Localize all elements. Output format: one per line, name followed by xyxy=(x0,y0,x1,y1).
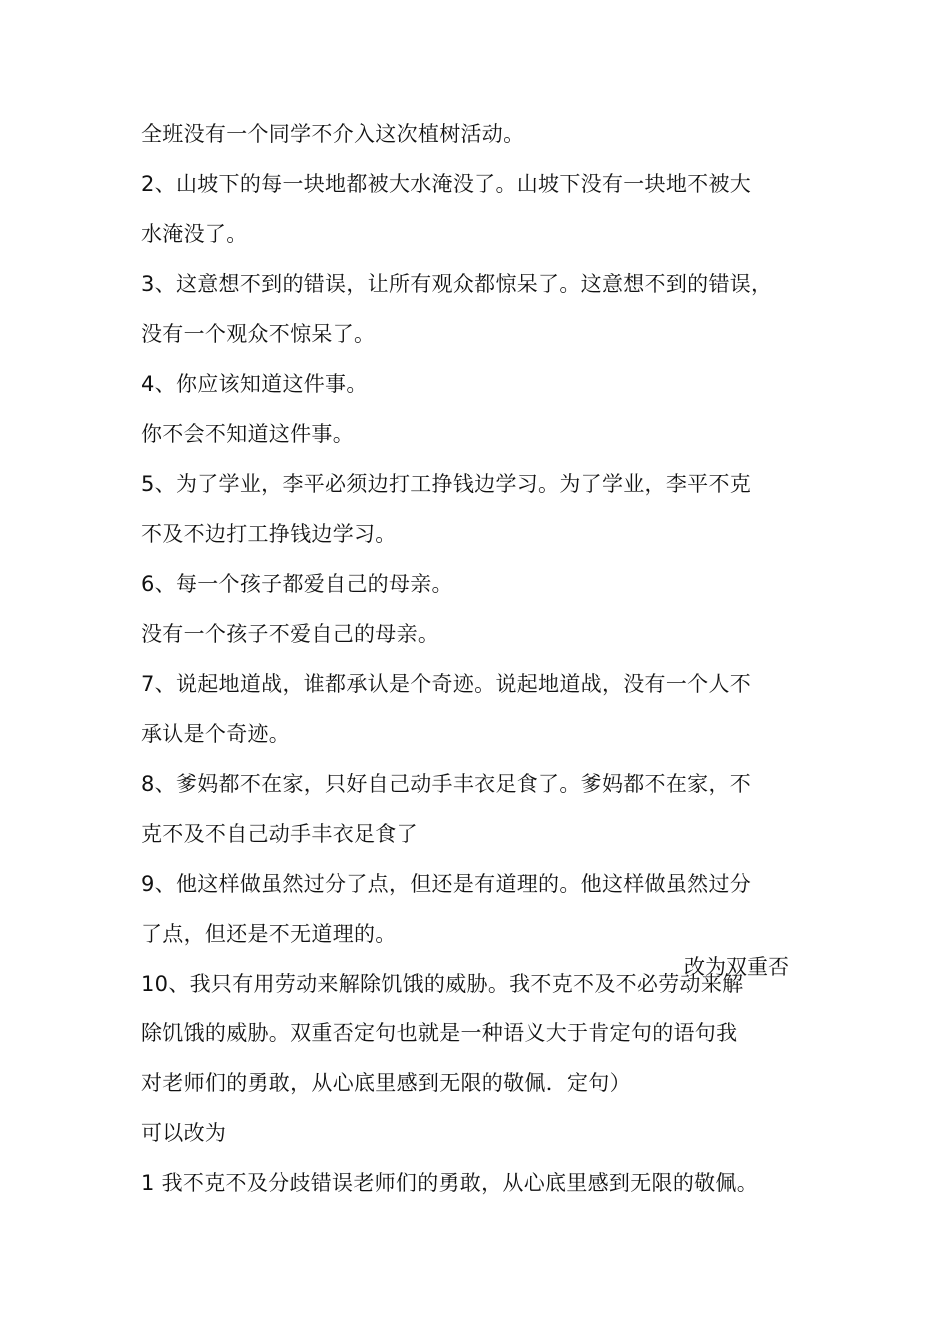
text-line: 3、这意想不到的错误，让所有观众都惊呆了。这意想不到的错误， xyxy=(141,272,773,296)
text-line: 对老师们的勇敢，从心底里感到无限的敬佩．定句） xyxy=(141,1071,631,1095)
text-line: 没有一个观众不惊呆了。 xyxy=(141,322,376,346)
text-line: 全班没有一个同学不介入这次植树活动。 xyxy=(141,122,525,146)
text-line: 没有一个孩子不爱自己的母亲。 xyxy=(141,622,440,646)
text-line: 水淹没了。 xyxy=(141,222,248,246)
text-line: 7、说起地道战，谁都承认是个奇迹。说起地道战，没有一个人不 xyxy=(141,672,752,696)
text-line: 除饥饿的威胁。双重否定句也就是一种语义大于肯定句的语句我 xyxy=(141,1021,738,1045)
text-line: 9、他这样做虽然过分了点，但还是有道理的。他这样做虽然过分 xyxy=(141,872,752,896)
text-line: 克不及不自己动手丰衣足食了 xyxy=(141,822,418,846)
text-line: 你不会不知道这件事。 xyxy=(141,422,354,446)
text-line: 承认是个奇迹。 xyxy=(141,722,291,746)
text-line: 5、为了学业，李平必须边打工挣钱边学习。为了学业，李平不克 xyxy=(141,472,752,496)
text-line: 4、你应该知道这件事。 xyxy=(141,372,368,396)
text-line: 1 我不克不及分歧错误老师们的勇敢，从心底里感到无限的敬佩。 xyxy=(141,1171,759,1195)
text-line: 不及不边打工挣钱边学习。 xyxy=(141,522,397,546)
text-line: 可以改为 xyxy=(141,1121,227,1145)
text-line: 2、山坡下的每一块地都被大水淹没了。山坡下没有一块地不被大 xyxy=(141,172,752,196)
overlapping-text-fragment: 改为双重否 xyxy=(684,955,789,979)
text-line: 6、每一个孩子都爱自己的母亲。 xyxy=(141,572,453,596)
text-line: 10、我只有用劳动来解除饥饿的威胁。我不克不及不必劳动来解 xyxy=(141,972,744,996)
text-line: 8、爹妈都不在家，只好自己动手丰衣足食了。爹妈都不在家，不 xyxy=(141,772,752,796)
text-line: 了点，但还是不无道理的。 xyxy=(141,922,397,946)
